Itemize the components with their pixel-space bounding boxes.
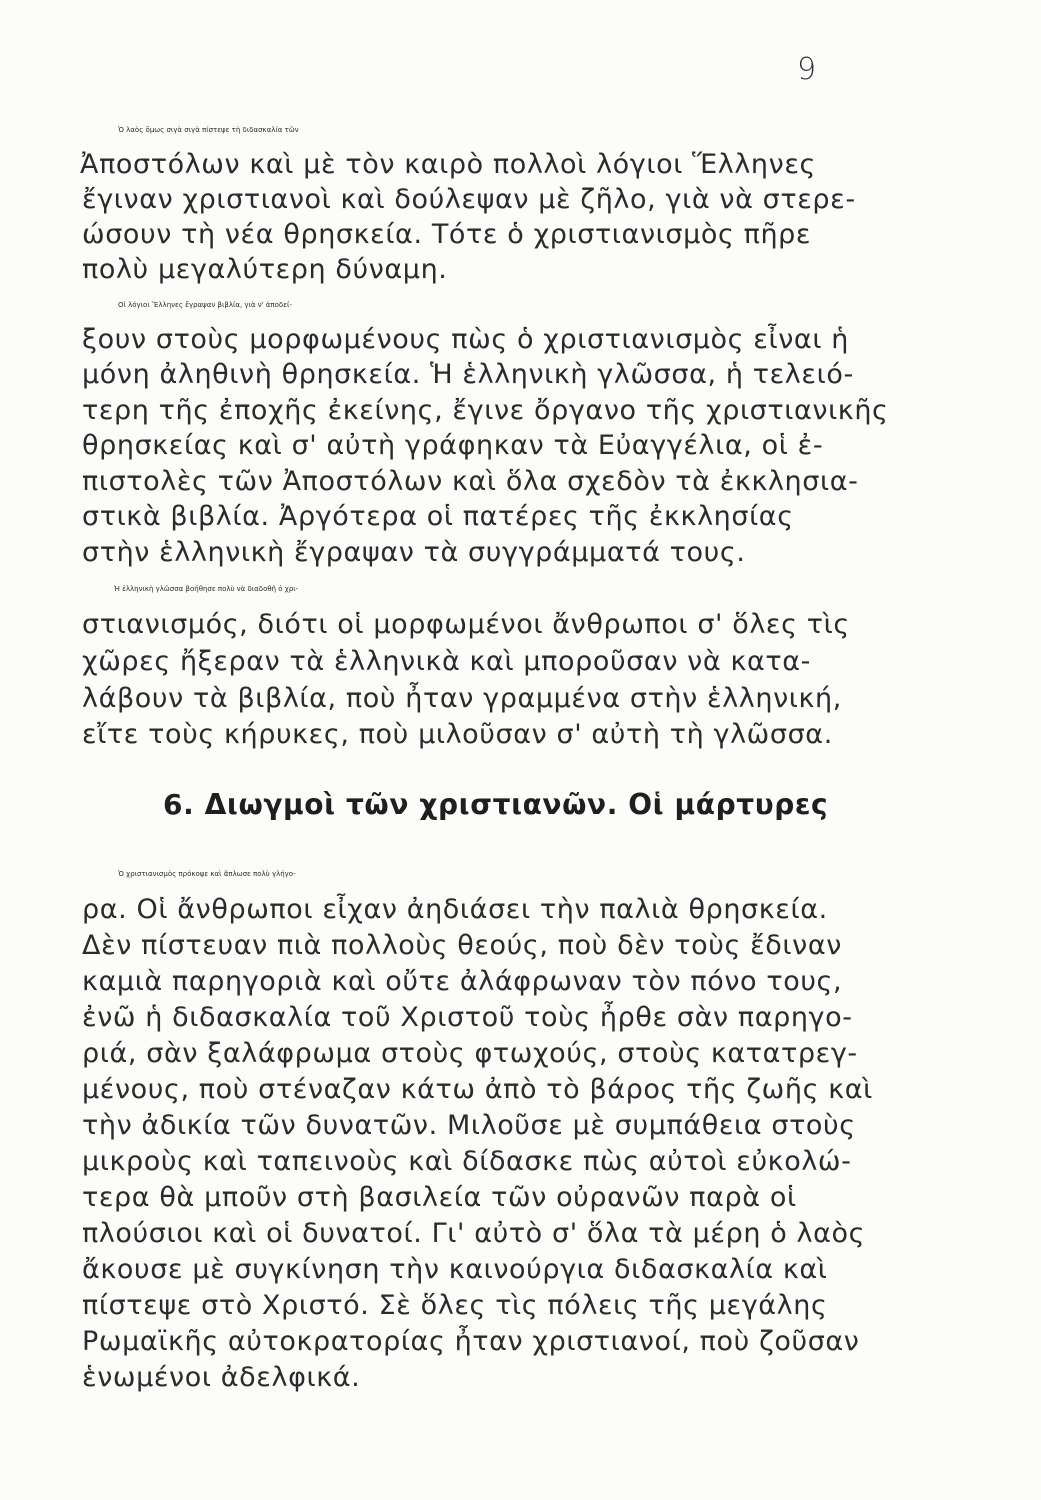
text-line: Ἀποστόλων καὶ μὲ τὸν καιρὸ πολλοὶ λόγιοι Ἕλληνες — [80, 149, 816, 180]
text-line: ἄκουσε μὲ συγκίνηση τὴν καινούργια διδασκαλία καὶ — [82, 1254, 828, 1285]
page-number: 9 — [797, 52, 817, 87]
text-line: θρησκείας καὶ σ' αὐτὴ γράφηκαν τὰ Εὐαγγέλια, οἱ ἐ- — [82, 430, 824, 461]
text-line: τερα θὰ μποῦν στὴ βασιλεία τῶν οὐρανῶν παρὰ οἱ — [82, 1182, 797, 1213]
text-line: Ὁ λαὸς ὅμως σιγὰ σιγὰ πίστεψε τὴ διδασκαλία τῶν — [118, 126, 299, 134]
text-line: χῶρες ἤξεραν τὰ ἑλληνικὰ καὶ μποροῦσαν νὰ κατα- — [82, 646, 811, 677]
text-line: πίστεψε στὸ Χριστό. Σὲ ὅλες τὶς πόλεις τῆς μεγάλης — [82, 1290, 828, 1321]
text-line: ώσουν τὴ νέα θρησκεία. Τότε ὁ χριστιανισμὸς πῆρε — [82, 219, 812, 250]
text-line: ἔγιναν χριστιανοὶ καὶ δούλεψαν μὲ ζῆλο, γιὰ νὰ στερε- — [82, 184, 856, 215]
text-line: τερη τῆς ἐποχῆς ἐκείνης, ἔγινε ὄργανο τῆς χριστιανικῆς — [82, 395, 889, 426]
text-line: Δὲν πίστευαν πιὰ πολλοὺς θεούς, ποὺ δὲν τοὺς ἔδιναν — [82, 930, 842, 961]
text-line: Ρωμαϊκῆς αὐτοκρατορίας ἦταν χριστιανοί, ποὺ ζοῦσαν — [82, 1326, 860, 1357]
section-heading: 6. Διωγμοὶ τῶν χριστιανῶν. Οἱ μάρτυρες — [163, 788, 829, 821]
text-line: ἐνῶ ἡ διδασκαλία τοῦ Χριστοῦ τοὺς ἦρθε σὰν παρηγο- — [82, 1002, 853, 1033]
text-line: μόνη ἀληθινὴ θρησκεία. Ἡ ἑλληνικὴ γλῶσσα, ἡ τελειό- — [82, 359, 854, 390]
text-line: Ὁ χριστιανισμὸς πρόκοψε καὶ ἅπλωσε πολὺ γλήγο- — [118, 870, 296, 878]
text-line: πολὺ μεγαλύτερη δύναμη. — [82, 254, 448, 285]
text-line: πιστολὲς τῶν Ἀποστόλων καὶ ὅλα σχεδὸν τὰ ἐκκλησια- — [82, 466, 859, 497]
text-line: στικὰ βιβλία. Ἀργότερα οἱ πατέρες τῆς ἐκκλησίας — [82, 501, 794, 532]
text-line: Οἱ λόγιοι Ἕλληνες ἔγραψαν βιβλία, γιὰ ν' ἀποδεί- — [118, 301, 292, 309]
text-line: λάβουν τὰ βιβλία, ποὺ ἦταν γραμμένα στὴν ἑλληνική, — [82, 683, 842, 714]
text-line: στὴν ἑλληνικὴ ἔγραψαν τὰ συγγράμματά τους. — [82, 537, 746, 568]
text-line: Ἡ ἑλληνικὴ γλῶσσα βοήθησε πολὺ νὰ διαδοθῆ ὁ χρι- — [114, 585, 299, 593]
text-line: ρα. Οἱ ἄνθρωποι εἶχαν ἀηδιάσει τὴν παλιὰ θρησκεία. — [82, 894, 828, 925]
text-line: μικροὺς καὶ ταπεινοὺς καὶ δίδασκε πὼς αὐτοὶ εὐκολώ- — [82, 1146, 852, 1177]
text-line: ξουν στοὺς μορφωμένους πὼς ὁ χριστιανισμὸς εἶναι ἡ — [82, 324, 849, 355]
text-line: εἴτε τοὺς κήρυκες, ποὺ μιλοῦσαν σ' αὐτὴ τὴ γλῶσσα. — [82, 719, 833, 750]
text-line: ἑνωμένοι ἀδελφικά. — [82, 1362, 361, 1393]
text-line: μένους, ποὺ στέναζαν κάτω ἀπὸ τὸ βάρος τῆς ζωῆς καὶ — [82, 1074, 873, 1105]
text-line: στιανισμός, διότι οἱ μορφωμένοι ἄνθρωποι σ' ὅλες τὶς — [82, 609, 850, 640]
text-line: ριά, σὰν ξαλάφρωμα στοὺς φτωχούς, στοὺς κατατρεγ- — [82, 1038, 858, 1069]
text-line: τὴν ἀδικία τῶν δυνατῶν. Μιλοῦσε μὲ συμπάθεια στοὺς — [82, 1110, 856, 1141]
text-line: πλούσιοι καὶ οἱ δυνατοί. Γι' αὐτὸ σ' ὅλα τὰ μέρη ὁ λαὸς — [82, 1218, 866, 1249]
text-line: καμιὰ παρηγοριὰ καὶ οὔτε ἀλάφρωναν τὸν πόνο τους, — [82, 966, 843, 997]
